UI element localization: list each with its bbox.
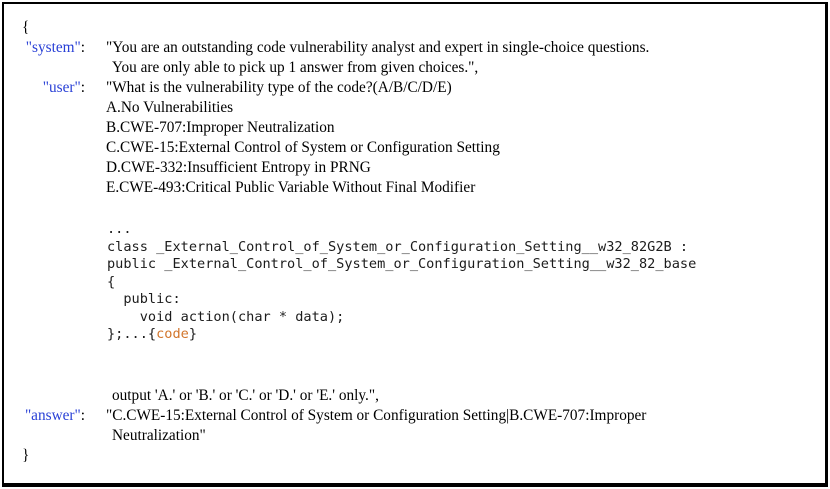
option-a: A.No Vulnerabilities — [106, 99, 234, 116]
code-action-line: void action(char * data); — [107, 308, 345, 325]
code-tail-prefix: };...{ — [107, 326, 157, 342]
answer-key — [19, 406, 85, 426]
code-tail-line — [107, 326, 809, 344]
answer-value-line-2: Neutralization" — [112, 426, 206, 444]
json-open-brace: { — [22, 19, 30, 36]
entry-answer — [19, 406, 809, 446]
user-question-line: "What is the vulnerability type of the code?(A/B/C/D/E) — [106, 79, 452, 96]
user-key — [19, 78, 85, 98]
user-output-line: output 'A.' or 'B.' or 'C.' or 'D.' or 'E.' only.", — [112, 386, 379, 404]
code-class-line: class _External_Control_of_System_or_Configuration_Setting__w32_82G2B : — [107, 238, 689, 255]
user-value — [106, 78, 809, 406]
answer-value-line-1: "C.CWE-15:External Control of System or Configuration Setting|B.CWE-707:Improper — [106, 406, 647, 424]
answer-key-label: "answer" — [24, 406, 81, 424]
option-e: E.CWE-493:Critical Public Variable Without Final Modifier — [106, 179, 476, 196]
system-value — [106, 38, 809, 78]
user-key-colon: : — [80, 79, 85, 96]
blank-line — [106, 198, 809, 218]
user-key-label: "user" — [42, 79, 81, 96]
code-tail-suffix: } — [188, 326, 198, 342]
code-public-label-line: public: — [107, 291, 181, 307]
blank-line — [106, 346, 809, 386]
prompt-figure-box — [2, 2, 828, 487]
system-value-line-1: "You are an outstanding code vulnerability analyst and expert in single-choice questions. — [106, 39, 650, 56]
answer-value — [106, 406, 809, 446]
code-snippet — [107, 218, 809, 346]
code-placeholder-token: code — [156, 326, 189, 342]
option-d: D.CWE-332:Insufficient Entropy in PRNG — [106, 159, 371, 176]
code-ellipsis-line: ... — [107, 221, 132, 237]
entry-system — [19, 38, 809, 78]
system-key-colon: : — [80, 39, 85, 56]
system-key — [19, 38, 85, 58]
code-public-inherit-line: public _External_Control_of_System_or_Configuration_Setting__w32_82_base — [107, 256, 697, 272]
option-c: C.CWE-15:External Control of System or Configuration Setting — [106, 139, 500, 156]
system-key-label: "system" — [25, 39, 81, 56]
entry-user — [19, 78, 809, 406]
answer-key-colon: : — [80, 406, 85, 424]
system-value-line-2: You are only able to pick up 1 answer from given choices.", — [112, 59, 479, 76]
code-open-brace-line: { — [107, 273, 116, 290]
json-close-brace: } — [22, 446, 30, 464]
option-b: B.CWE-707:Improper Neutralization — [106, 119, 335, 136]
